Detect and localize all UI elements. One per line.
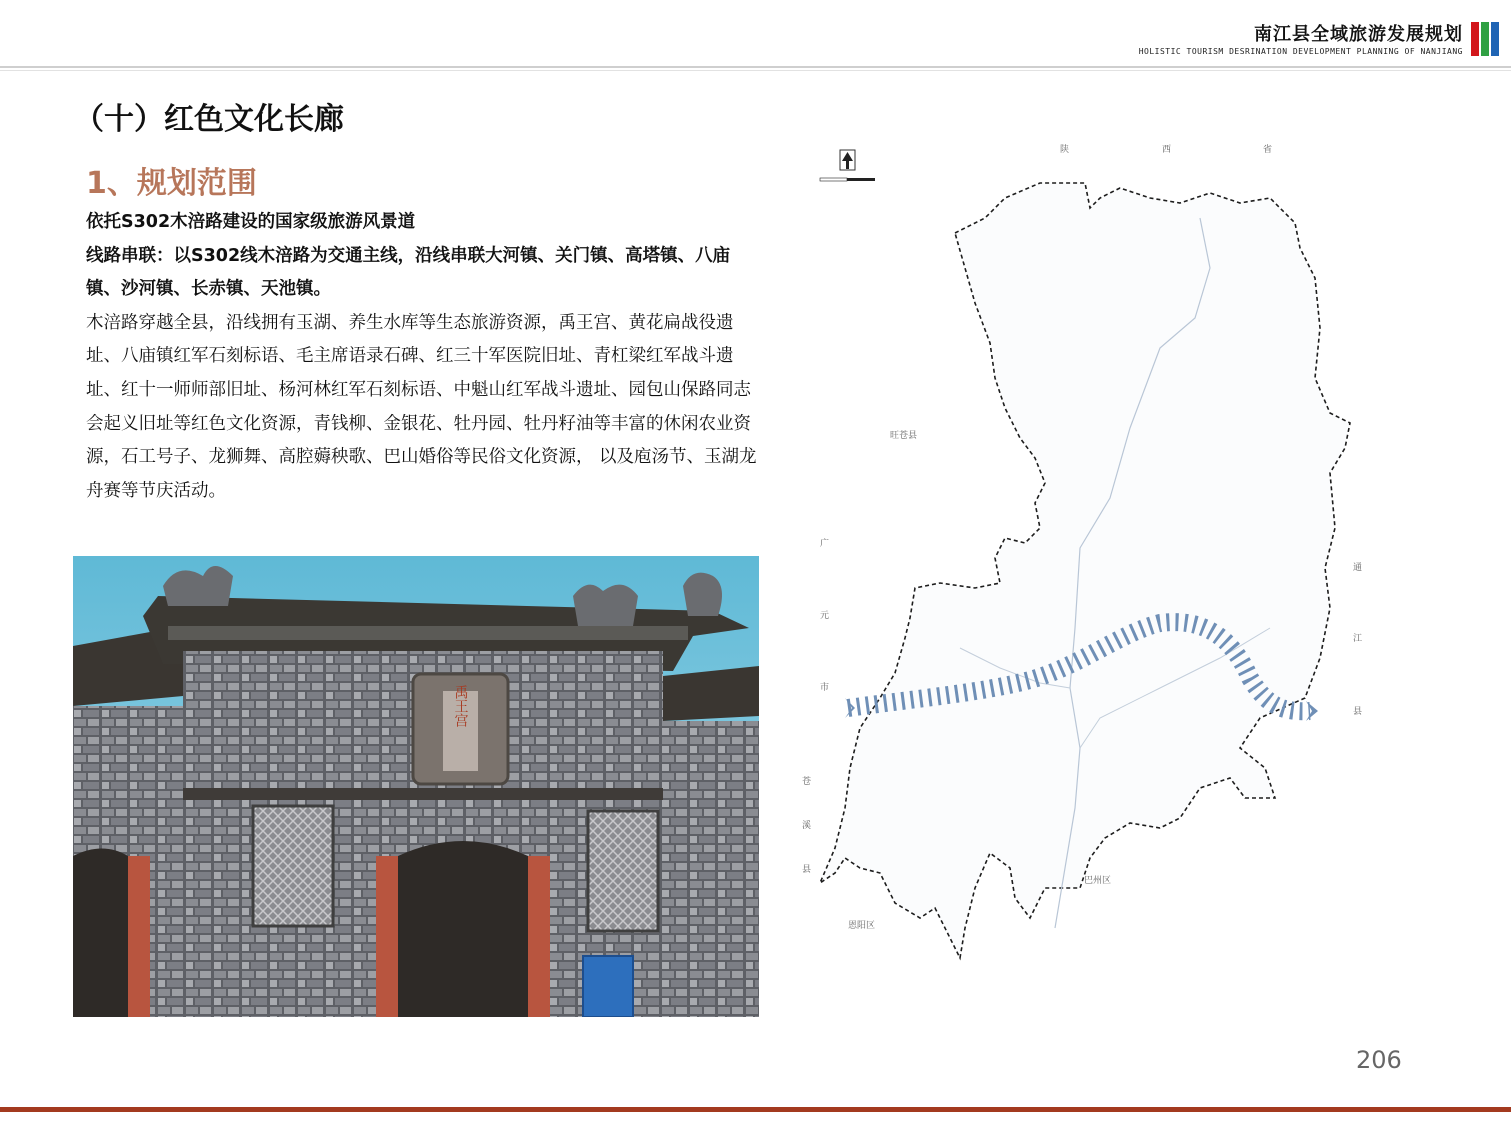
sub-title: 1、规划范围	[86, 166, 257, 201]
label-cangxi-1: 苍	[802, 777, 812, 787]
nanjiang-route-map	[800, 128, 1400, 978]
map-svg	[800, 128, 1400, 978]
brand-bar-blue	[1491, 22, 1499, 56]
highlight-line-1: 依托S302木涪路建设的国家级旅游风景道	[86, 212, 416, 232]
label-north-1: 陕	[1060, 145, 1070, 155]
header-divider-thin	[0, 70, 1511, 71]
label-cangxi-3: 县	[802, 865, 812, 875]
label-north-3: 省	[1263, 145, 1273, 155]
brand-bar-green	[1481, 22, 1489, 56]
brand-bar-red	[1471, 22, 1479, 56]
brand-color-bars	[1471, 22, 1501, 56]
label-wangcang: 旺苍县	[890, 431, 918, 441]
label-enyang: 恩阳区	[848, 921, 876, 931]
body-text	[86, 206, 758, 508]
highlight-line-2: 线路串联：以S302线木涪路为交通主线，沿线串联大河镇、关门镇、高塔镇、八庙镇、沙河镇、长赤镇、天池镇。	[86, 245, 731, 300]
label-tongjiang-1: 通	[1353, 563, 1363, 573]
label-guangyuan-3: 市	[820, 683, 830, 693]
label-tongjiang-2: 江	[1353, 634, 1363, 644]
header-divider	[0, 66, 1511, 68]
page-number: 206	[1356, 1046, 1402, 1074]
north-arrow-icon	[820, 150, 875, 181]
label-north-2: 西	[1162, 145, 1172, 155]
label-cangxi-2: 溪	[802, 821, 812, 831]
county-boundary	[820, 183, 1350, 958]
section-title: （十）红色文化长廊	[74, 102, 344, 137]
label-bazhou: 巴州区	[1084, 876, 1112, 886]
label-guangyuan-1: 广	[820, 539, 830, 549]
plaque-text: 禹王宫	[452, 685, 469, 727]
route-arrow-east-icon	[1306, 701, 1318, 721]
document-header-title: 南江县全域旅游发展规划	[1254, 24, 1463, 45]
document-header-subtitle: HOLISTIC TOURISM DESRINATION DEVELOPMENT PLANNING OF NANJIANG	[1138, 47, 1463, 56]
label-tongjiang-3: 县	[1353, 707, 1363, 717]
description-paragraph: 木涪路穿越全县，沿线拥有玉湖、养生水库等生态旅游资源，禹王宫、黄花扁战役遗址、八庙镇红军石刻标语、毛主席语录石碑、红三十军医院旧址、青杠梁红军战斗遗址、红十一师师部旧址、杨河林红军石刻标语、中魁山红军战斗遗址、园包山保路同志会起义旧址等红色文化资源，青钱柳、金银花、牡丹园、牡丹籽油等丰富的休闲农业资源，石工号子、龙狮舞、高腔薅秧歌、巴山婚俗等民俗文化资源， 以及庖汤节、玉湖龙舟赛等节庆活动。	[86, 312, 757, 501]
palace-illustration	[73, 556, 759, 1017]
footer-bar	[0, 1107, 1511, 1112]
label-guangyuan-2: 元	[820, 611, 830, 621]
yuwang-palace-photo	[73, 556, 759, 1017]
